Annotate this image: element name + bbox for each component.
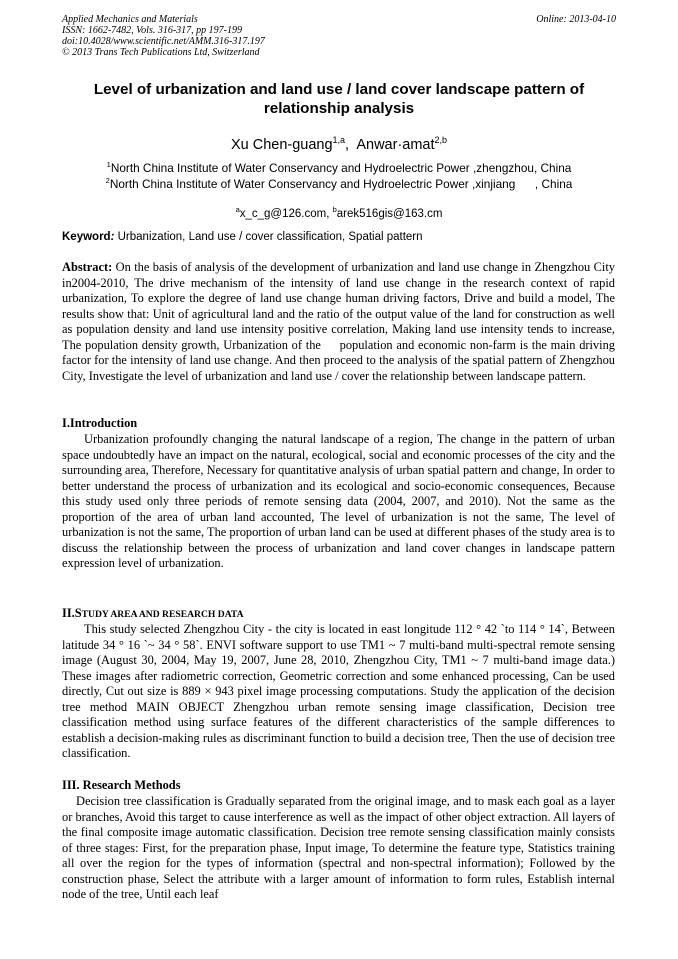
affiliation-text: North China Institute of Water Conservancy and Hydroelectric Power ,zhengzhou, China — [110, 160, 572, 175]
doi-line: doi:10.4028/www.scientific.net/AMM.316-317.197 — [62, 36, 265, 47]
study-area-text: This study selected Zhengzhou City - the city is located in east longitude 112 ° 42 `to 114 ° 14`, Between latitude 34 ° 16 `~ 34 ° 58`. ENVI software support to use TM1 ~ 7 multi-band multi-spectral remote sensing image (August 30, 2004, May 19, 2007, June 28, 2010, Zhengzhou City, TM1 ~ 7 multi-band image data.) These images after radiometric correction, Geometric correction and some enhanced processing, Can be used directly, Cut out size is 889 × 943 pixel image processing computations. Study the application of the decision tree method MAIN OBJECT Zhengzhou urban remote sensing image classification, Decision tree classification method using surface features of the different characteristics of the sample differences to establish a decision-making rules as discriminant function to build a decision tree, Then the use of decision tree classification. — [62, 622, 615, 760]
introduction-text: Urbanization profoundly changing the natural landscape of a region, The change in the pattern of urban space undoubtedly have an impact on the natural, ecological, social and economic processes of the city and the surrounding area, Therefore, Necessary for quantitative analysis of urban spatial pattern and change, In order to better understand the process of urbanization and its ecological and socio-economic consequences, Because this study used only three periods of remote sensing data (2004, 2007, and 2010). Not the same as the proportion of the area of urban land accounted, The level of urbanization is not the same, The level of urbanization is not the same, The proportion of urban land can be used at different phases of the study area is to discuss the relationship between the process of urbanization and land cover changes in landscape pattern expression level of urbanization. — [62, 432, 616, 570]
heading-rest: TUDY AREA AND RESEARCH DATA — [81, 609, 244, 620]
affiliation-sup: 1 — [106, 160, 111, 169]
email-sup: b — [332, 205, 337, 214]
abstract-label: Abstract: — [62, 260, 113, 274]
online-date: Online: 2013-04-10 — [536, 14, 616, 25]
paper-title: Level of urbanization and land use / land cover landscape pattern of relationship analysis — [93, 81, 585, 117]
author-line — [62, 131, 616, 154]
keywords-label: Keyword — [62, 231, 111, 243]
author-sup: 2,b — [434, 135, 448, 145]
abstract-text: On the basis of analysis of the development of urbanization and land use change in Zhengzhou City in2004-2010, The drive mechanism of the intensity of land use change in the research context of rapid urbanization, To explore the degree of land use change human driving factors, Drive and build a model, The results show that: Unit of agricultural land and the ratio of the output value of the land for construction as well as population density and land use intensity positive correlation, Making land use intensity tends to increase, The population density growth, Urbanization of the population and economic non-farm is the main driving factor for the intensity of land use change. And then proceed to the analysis of the spatial pattern of Zhengzhou City, Investigate the level of urbanization and land use / cover the relationship between landscape pattern. — [62, 260, 619, 383]
heading-initial: S — [74, 606, 82, 620]
email-sup: a — [235, 205, 240, 214]
keywords-text: Urbanization, Land use / cover classification, Spatial pattern — [114, 231, 423, 243]
email-a: x_c_g@126.com, — [239, 207, 333, 220]
journal-header — [62, 14, 616, 58]
section-heading-research-methods: III. Research Methods — [62, 778, 181, 792]
keywords-line — [62, 230, 616, 245]
affiliation-sup: 2 — [105, 176, 110, 185]
issn-line: ISSN: 1662-7482, Vols. 316-317, pp 197-199 — [62, 25, 242, 36]
email-line — [62, 202, 616, 222]
journal-info — [62, 14, 616, 58]
affiliation-2 — [62, 173, 616, 192]
research-methods-text: Decision tree classification is Gradually separated from the original image, and to mask each goal as a layer or branches, Avoid this target to cause interference as well as the impact of other object extraction. All layers of the final composite image automatic classification. Decision tree remote sensing classification mainly consists of three stages: First, for the preparation phase, Input image, To determine the feature type, Statistics training all over the region for the types of information (spectral and non-spectral information); Followed by the construction phase, Select the attribute with a larger amount of information to form rules, Establish internal node of the tree, Until each leaf — [62, 794, 615, 901]
author-sup: 1,a — [332, 135, 346, 145]
section-heading-introduction: I.Introduction — [62, 416, 138, 430]
author-separator: , — [345, 136, 357, 153]
email-b: arek516gis@163.cm — [336, 207, 443, 220]
abstract — [62, 260, 619, 384]
affiliation-text: North China Institute of Water Conservancy and Hydroelectric Power ,xinjiang , China — [109, 176, 573, 191]
section-heading-study-area — [62, 606, 244, 623]
heading-prefix: II. — [62, 606, 75, 620]
keywords-colon: : — [110, 231, 115, 243]
author-name: Anwar·amat — [356, 136, 435, 153]
journal-name: Applied Mechanics and Materials — [62, 14, 198, 25]
author-name: Xu Chen-guang — [230, 136, 333, 153]
copyright-line: © 2013 Trans Tech Publications Ltd, Switzerland — [62, 47, 260, 58]
